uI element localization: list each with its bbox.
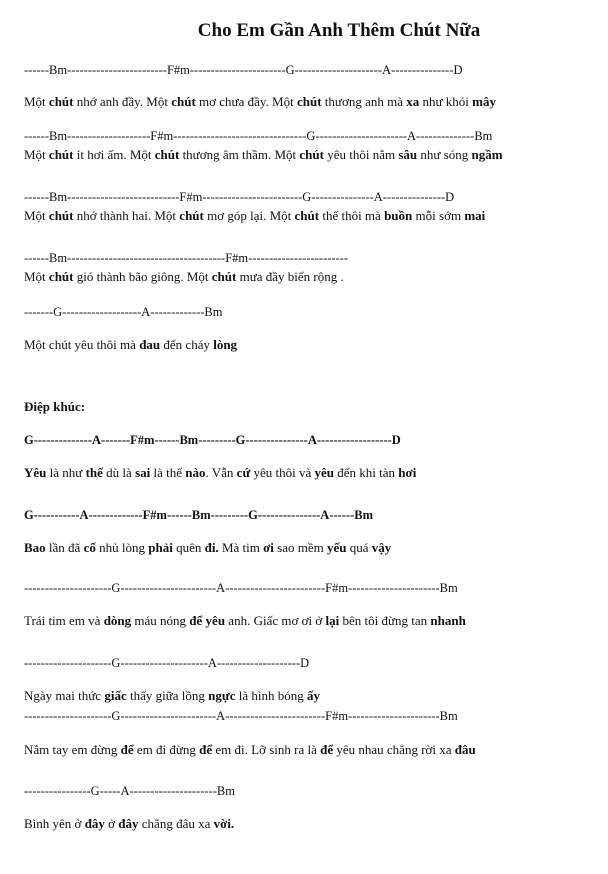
chord-line: ---------------------G-----------------------A------------------------F#m----------------------Bm bbox=[24, 709, 458, 723]
lyric-line bbox=[24, 147, 503, 163]
chorus-label: Điệp khúc: bbox=[24, 399, 86, 414]
lyric-line bbox=[24, 337, 237, 353]
lyric-segment: ơi bbox=[263, 540, 274, 555]
chord-line: G-----------A-------------F#m------Bm---------G---------------A------Bm bbox=[24, 508, 374, 522]
lyric-segment: cố bbox=[83, 540, 96, 555]
lyric-segment: thương âm thầm. Một bbox=[179, 147, 300, 162]
lyric-segment: dù là bbox=[102, 465, 136, 480]
lyric-segment: chẳng đâu xa bbox=[138, 816, 214, 831]
lyric-segment: ấy bbox=[306, 688, 320, 703]
lyric-segment: nhanh bbox=[430, 613, 466, 628]
lyric-segment: em đi đừng bbox=[133, 742, 200, 757]
lyric-segment: nào bbox=[185, 465, 206, 480]
chord-line: ----------------G-----A---------------------Bm bbox=[24, 784, 235, 798]
lyric-segment: Bao bbox=[24, 540, 46, 555]
lyric-line bbox=[24, 540, 391, 556]
lyric-segment: chút bbox=[179, 208, 204, 223]
lyric-segment: đây bbox=[118, 816, 139, 831]
lyric-segment: Một bbox=[24, 269, 49, 284]
lyric-line bbox=[24, 269, 344, 285]
lyric-segment: chút bbox=[48, 208, 74, 223]
lyric-segment: mây bbox=[472, 94, 496, 109]
lyric-segment: ngực bbox=[208, 688, 236, 703]
lyric-segment: hơi bbox=[398, 465, 417, 480]
lyric-segment: chút bbox=[299, 147, 324, 162]
lyric-segment: Một bbox=[24, 94, 49, 109]
lyric-segment: như khói bbox=[419, 94, 473, 109]
lyric-segment: yếu bbox=[327, 540, 347, 555]
lyric-segment: buồn bbox=[384, 208, 413, 223]
lyric-segment: máu nóng bbox=[131, 613, 190, 628]
lyric-segment: thương anh mà bbox=[321, 94, 407, 109]
lyric-segment: là hình bóng bbox=[235, 688, 307, 703]
lyric-segment: yêu thôi nằm bbox=[323, 147, 399, 162]
lyric-segment: lòng bbox=[213, 337, 238, 352]
lyric-segment: để bbox=[120, 742, 134, 757]
lyric-line bbox=[24, 208, 485, 224]
lyric-segment: để bbox=[199, 742, 213, 757]
lyric-segment: mơ chưa đầy. Một bbox=[195, 94, 297, 109]
lyric-segment: Yêu bbox=[24, 465, 47, 480]
lyric-segment: đau bbox=[139, 337, 161, 352]
lyric-segment: nhủ lòng bbox=[95, 540, 149, 555]
lyric-segment: ít hơi ấm. Một bbox=[73, 147, 155, 162]
lyric-line bbox=[24, 465, 416, 481]
lyric-segment: thế thôi mà bbox=[319, 208, 385, 223]
lyric-line bbox=[24, 688, 320, 704]
lyric-segment: Ngày mai thức bbox=[24, 688, 105, 703]
lyric-segment: để bbox=[320, 742, 334, 757]
lyric-segment: như sóng bbox=[417, 147, 472, 162]
lyric-segment: để bbox=[189, 613, 203, 628]
lyric-segment: chút bbox=[48, 147, 74, 162]
lyric-segment: yêu bbox=[205, 613, 226, 628]
lyric-segment: chút bbox=[48, 269, 74, 284]
lyric-segment: phải bbox=[148, 540, 173, 555]
lyric-segment: sao mềm bbox=[273, 540, 327, 555]
lyric-line bbox=[24, 94, 496, 110]
lyric-segment: giấc bbox=[104, 688, 127, 703]
chord-line: ------Bm--------------------------------------F#m------------------------ bbox=[24, 251, 349, 265]
lyric-segment: chút bbox=[296, 94, 322, 109]
lyric-segment: là như bbox=[46, 465, 86, 480]
chord-line: ---------------------G---------------------A--------------------D bbox=[24, 656, 310, 670]
lyric-segment: em đi. Lỡ sinh ra là bbox=[212, 742, 321, 757]
lyric-segment: gió thành bão giông. Một bbox=[73, 269, 212, 284]
lyric-segment: đây bbox=[84, 816, 105, 831]
lyric-segment: sai bbox=[135, 465, 151, 480]
lyric-segment: lại bbox=[325, 613, 340, 628]
lyric-segment: xa bbox=[406, 94, 420, 109]
lyric-segment: Bình yên ở bbox=[24, 816, 85, 831]
chord-line: ------Bm------------------------F#m-----------------------G---------------------A---------------D bbox=[24, 63, 463, 77]
lyric-segment: đến khi tàn bbox=[334, 465, 399, 480]
chord-line: ------Bm--------------------F#m--------------------------------G----------------------A--------------Bm bbox=[24, 129, 493, 143]
lyric-segment: anh. Giấc mơ ơi ở bbox=[225, 613, 326, 628]
lyric-segment: thế bbox=[85, 465, 103, 480]
chord-line: G--------------A-------F#m------Bm---------G---------------A------------------D bbox=[24, 433, 401, 447]
lyric-segment: yêu thôi và bbox=[250, 465, 315, 480]
lyric-line bbox=[24, 613, 466, 629]
lyric-segment: ở bbox=[104, 816, 119, 831]
lyric-segment: mưa đầy biển rộng . bbox=[236, 269, 344, 284]
lyric-segment: chút bbox=[48, 94, 74, 109]
chord-line: ---------------------G-----------------------A------------------------F#m----------------------Bm bbox=[24, 581, 458, 595]
lyric-segment: yêu bbox=[314, 465, 335, 480]
lyric-segment: dòng bbox=[103, 613, 132, 628]
lyric-segment: chút bbox=[154, 147, 180, 162]
chord-line: ------Bm---------------------------F#m------------------------G---------------A---------------D bbox=[24, 190, 455, 204]
lyric-segment: ngầm bbox=[471, 147, 503, 162]
lyric-segment: vời. bbox=[213, 816, 235, 831]
lyric-segment: bên tôi đừng tan bbox=[339, 613, 431, 628]
lyric-segment: quên bbox=[172, 540, 205, 555]
lyric-segment: mơ góp lại. Một bbox=[203, 208, 295, 223]
lyric-segment: Trái tim em và bbox=[24, 613, 104, 628]
lyric-line bbox=[24, 816, 234, 832]
song-title: Cho Em Gần Anh Thêm Chút Nữa bbox=[197, 20, 481, 41]
lyric-segment: Một bbox=[24, 147, 49, 162]
lyric-segment: Một bbox=[24, 208, 49, 223]
lyric-segment: đâu bbox=[454, 742, 476, 757]
lyric-segment: đi. bbox=[204, 540, 219, 555]
chord-line: -------G-------------------A-------------Bm bbox=[24, 305, 223, 319]
lyric-segment: sâu bbox=[398, 147, 418, 162]
lyric-segment: vậy bbox=[371, 540, 392, 555]
lyric-segment: nhớ anh đầy. Một bbox=[73, 94, 172, 109]
lyric-segment: đến cháy bbox=[160, 337, 214, 352]
lyric-segment: là thế bbox=[150, 465, 186, 480]
lyric-segment: Nắm tay em đừng bbox=[24, 742, 121, 757]
lyric-segment: thấy giữa lồng bbox=[126, 688, 209, 703]
lyric-segment: quá bbox=[346, 540, 372, 555]
lyric-segment: cứ bbox=[236, 465, 251, 480]
lyric-segment: Mà tim bbox=[218, 540, 264, 555]
lyric-line bbox=[24, 742, 476, 758]
lyric-segment: mỗi sớm bbox=[412, 208, 465, 223]
lyric-segment: yêu nhau chẳng rời xa bbox=[333, 742, 455, 757]
lyric-segment: chút bbox=[294, 208, 320, 223]
lyric-segment: . Vẫn bbox=[205, 465, 237, 480]
lyric-segment: Một chút yêu thôi mà bbox=[24, 337, 140, 352]
lyric-segment: mai bbox=[464, 208, 486, 223]
lyric-segment: nhớ thành hai. Một bbox=[73, 208, 180, 223]
lyric-segment: chút bbox=[211, 269, 237, 284]
lyric-segment: chút bbox=[171, 94, 196, 109]
lyric-segment: lần đã bbox=[45, 540, 84, 555]
